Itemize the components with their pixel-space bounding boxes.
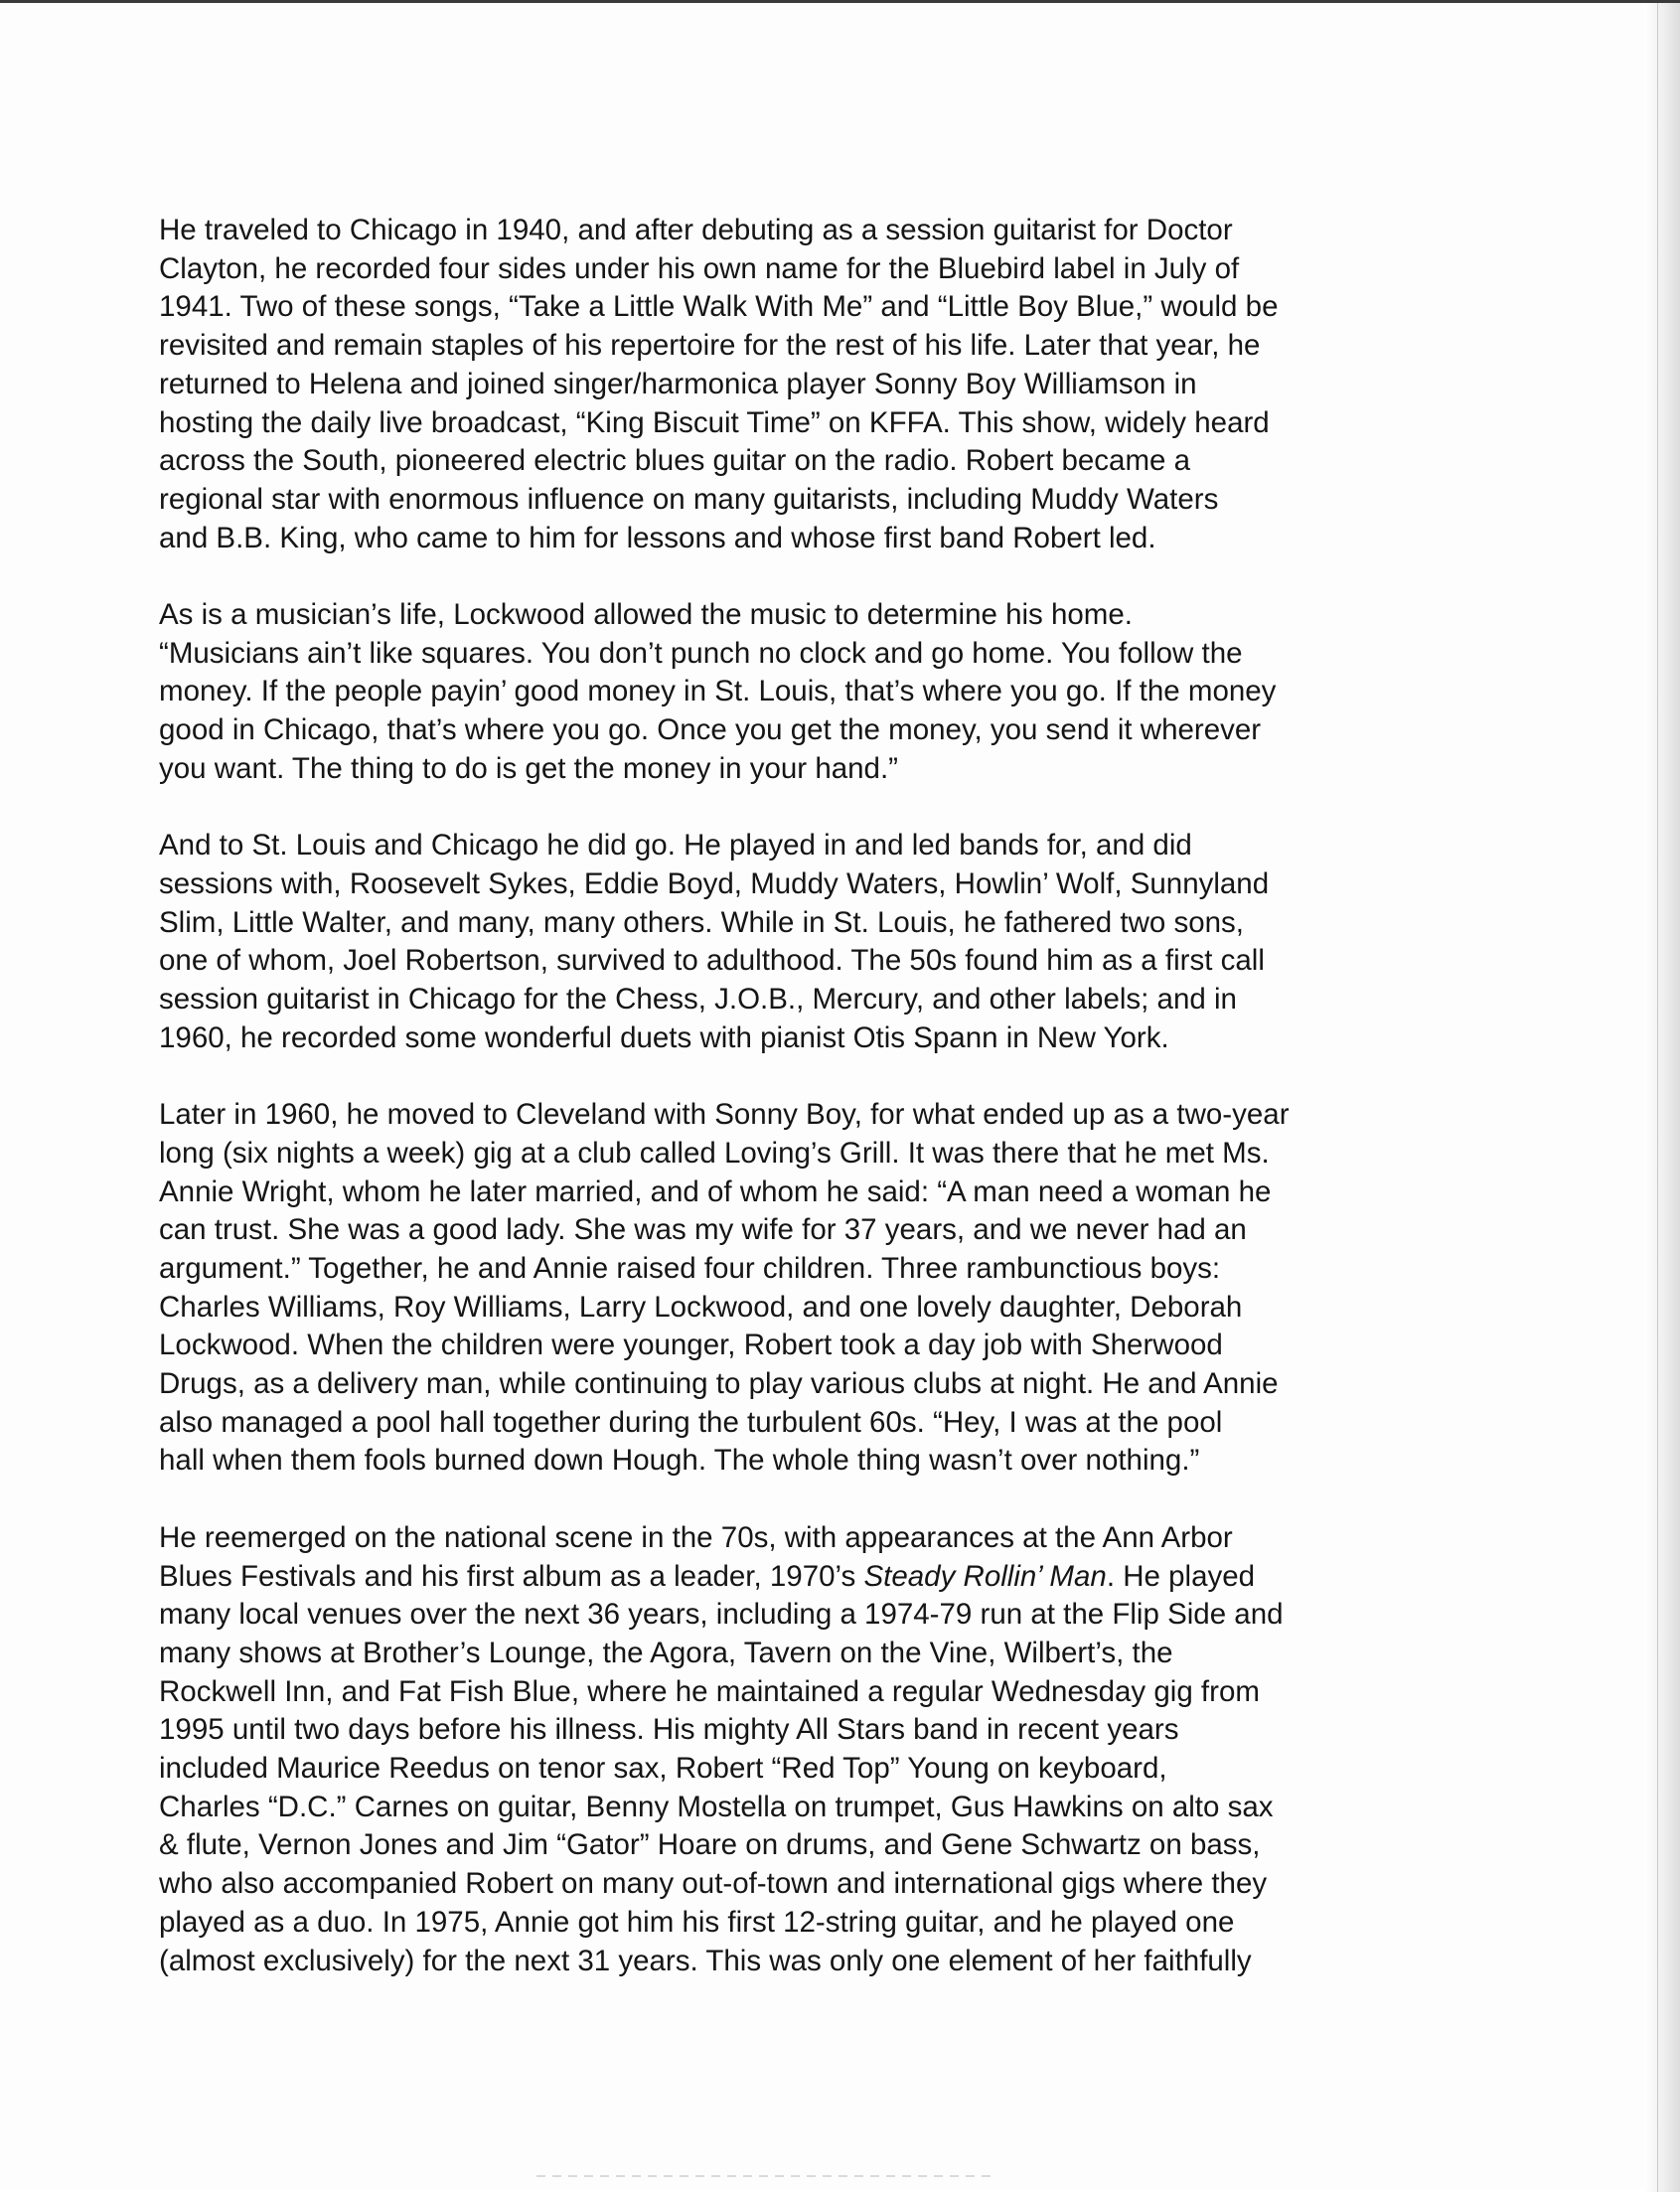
- text-line: Slim, Little Walter, and many, many others. While in St. Louis, he fathered two sons,: [159, 905, 1244, 939]
- text-line: returned to Helena and joined singer/harmonica player Sonny Boy Williamson in: [159, 367, 1197, 400]
- document-body: [159, 212, 1451, 2019]
- text-line: Drugs, as a delivery man, while continuing to play various clubs at night. He and Annie: [159, 1367, 1279, 1401]
- text-line: And to St. Louis and Chicago he did go. He played in and led bands for, and did: [159, 829, 1192, 862]
- text-line: Later in 1960, he moved to Cleveland with Sonny Boy, for what ended up as a two-year: [159, 1098, 1290, 1132]
- text-line: 1995 until two days before his illness. His mighty All Stars band in recent years: [159, 1713, 1179, 1747]
- paragraph: [159, 827, 1451, 1057]
- text-line: included Maurice Reedus on tenor sax, Robert “Red Top” Young on keyboard,: [159, 1752, 1167, 1786]
- text-line: As is a musician’s life, Lockwood allowed the music to determine his home.: [159, 598, 1133, 632]
- text-line: Charles “D.C.” Carnes on guitar, Benny Mostella on trumpet, Gus Hawkins on alto sax: [159, 1790, 1274, 1823]
- paragraph: [159, 596, 1451, 789]
- paragraph: [159, 1096, 1451, 1481]
- text-run: Blues Festivals and his first album as a leader, 1970’s: [159, 1559, 864, 1593]
- text-line: many shows at Brother’s Lounge, the Agora, Tavern on the Vine, Wilbert’s, the: [159, 1636, 1173, 1669]
- text-line: many local venues over the next 36 years, including a 1974-79 run at the Flip Side and: [159, 1598, 1284, 1632]
- text-line: also managed a pool hall together during the turbulent 60s. “Hey, I was at the pool: [159, 1405, 1223, 1439]
- paragraph: [159, 1519, 1451, 1980]
- text-line: (almost exclusively) for the next 31 years. This was only one element of her faithfully: [159, 1944, 1252, 1977]
- text-line: good in Chicago, that’s where you go. Once you get the money, you send it wherever: [159, 713, 1262, 747]
- text-line: Charles Williams, Roy Williams, Larry Lockwood, and one lovely daughter, Deborah: [159, 1290, 1243, 1324]
- text-line: regional star with enormous influence on many guitarists, including Muddy Waters: [159, 482, 1219, 516]
- text-line: sessions with, Roosevelt Sykes, Eddie Boyd, Muddy Waters, Howlin’ Wolf, Sunnyland: [159, 866, 1270, 900]
- text-line: “Musicians ain’t like squares. You don’t punch no clock and go home. You follow the: [159, 636, 1243, 670]
- text-run: . He played: [1106, 1559, 1256, 1593]
- text-line: who also accompanied Robert on many out-of-town and international gigs where they: [159, 1867, 1268, 1901]
- text-line: can trust. She was a good lady. She was my wife for 37 years, and we never had an: [159, 1213, 1247, 1247]
- scan-edge-line: [1657, 3, 1658, 2192]
- text-line: argument.” Together, he and Annie raised four children. Three rambunctious boys:: [159, 1251, 1221, 1285]
- text-line: money. If the people payin’ good money in St. Louis, that’s where you go. If the money: [159, 675, 1277, 708]
- text-line: session guitarist in Chicago for the Chess, J.O.B., Mercury, and other labels; and in: [159, 983, 1237, 1017]
- text-line: 1941. Two of these songs, “Take a Little Walk With Me” and “Little Boy Blue,” would be: [159, 290, 1279, 324]
- text-line: you want. The thing to do is get the money in your hand.”: [159, 751, 898, 785]
- text-line: one of whom, Joel Robertson, survived to adulthood. The 50s found him as a first call: [159, 944, 1265, 978]
- scan-artifact: [536, 2175, 993, 2177]
- scan-edge-shadow: [1644, 3, 1680, 2192]
- text-line: played as a duo. In 1975, Annie got him his first 12-string guitar, and he played one: [159, 1905, 1235, 1939]
- text-line: hall when them fools burned down Hough. The whole thing wasn’t over nothing.”: [159, 1444, 1200, 1478]
- text-line: across the South, pioneered electric blues guitar on the radio. Robert became a: [159, 444, 1191, 478]
- text-line: Annie Wright, whom he later married, and of whom he said: “A man need a woman he: [159, 1174, 1272, 1208]
- paragraph: [159, 212, 1451, 557]
- text-line: He traveled to Chicago in 1940, and after debuting as a session guitarist for Doctor: [159, 214, 1233, 246]
- text-line: revisited and remain staples of his repertoire for the rest of his life. Later that year, he: [159, 329, 1261, 363]
- text-line: Lockwood. When the children were younger, Robert took a day job with Sherwood: [159, 1329, 1223, 1362]
- text-line: He reemerged on the national scene in the 70s, with appearances at the Ann Arbor: [159, 1520, 1233, 1554]
- text-line: & flute, Vernon Jones and Jim “Gator” Hoare on drums, and Gene Schwartz on bass,: [159, 1828, 1261, 1862]
- text-line: long (six nights a week) gig at a club called Loving’s Grill. It was there that he met Ms.: [159, 1136, 1270, 1170]
- text-line: [159, 1558, 1451, 1597]
- text-line: Clayton, he recorded four sides under his own name for the Bluebird label in July of: [159, 251, 1240, 285]
- text-line: hosting the daily live broadcast, “King Biscuit Time” on KFFA. This show, widely heard: [159, 405, 1270, 439]
- album-title: Steady Rollin’ Man: [863, 1559, 1107, 1593]
- text-line: 1960, he recorded some wonderful duets with pianist Otis Spann in New York.: [159, 1020, 1169, 1054]
- text-line: and B.B. King, who came to him for lessons and whose first band Robert led.: [159, 521, 1156, 554]
- text-line: Rockwell Inn, and Fat Fish Blue, where he maintained a regular Wednesday gig from: [159, 1674, 1260, 1708]
